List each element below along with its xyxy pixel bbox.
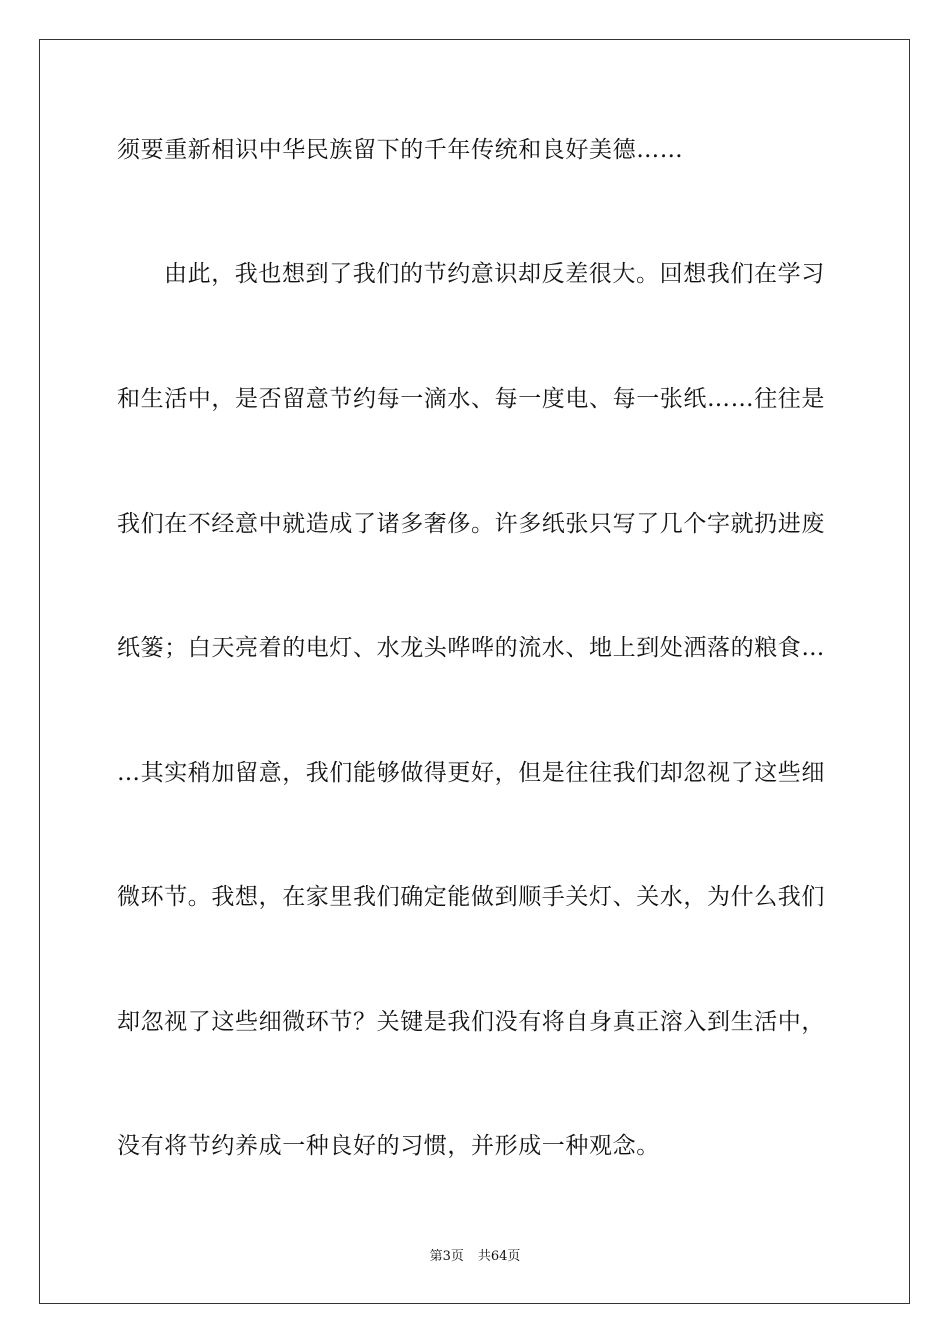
page-border — [39, 39, 910, 1304]
body-text-line-6: …其实稍加留意，我们能够做得更好，但是往往我们却忽视了这些细 — [117, 760, 825, 786]
page-number-total: 共64页 — [477, 1249, 521, 1264]
body-text-line-5: 纸篓；白天亮着的电灯、水龙头哗哗的流水、地上到处洒落的粮食… — [117, 635, 825, 661]
page-number-current: 第3页 — [429, 1249, 464, 1264]
body-text-line-8: 却忽视了这些细微环节？关键是我们没有将自身真正溶入到生活中， — [117, 1009, 825, 1035]
body-text-line-7: 微环节。我想，在家里我们确定能做到顺手关灯、关水，为什么我们 — [117, 884, 825, 910]
body-text-line-1: 须要重新相识中华民族留下的千年传统和良好美德…… — [117, 137, 684, 163]
body-text-line-4: 我们在不经意中就造成了诸多奢侈。许多纸张只写了几个字就扔进废 — [117, 511, 825, 537]
body-text-line-2: 由此，我也想到了我们的节约意识却反差很大。回想我们在学习 — [164, 261, 825, 287]
body-text-line-3: 和生活中，是否留意节约每一滴水、每一度电、每一张纸……往往是 — [117, 386, 825, 412]
page-footer — [0, 1248, 950, 1266]
body-text-line-9: 没有将节约养成一种良好的习惯，并形成一种观念。 — [117, 1133, 660, 1159]
